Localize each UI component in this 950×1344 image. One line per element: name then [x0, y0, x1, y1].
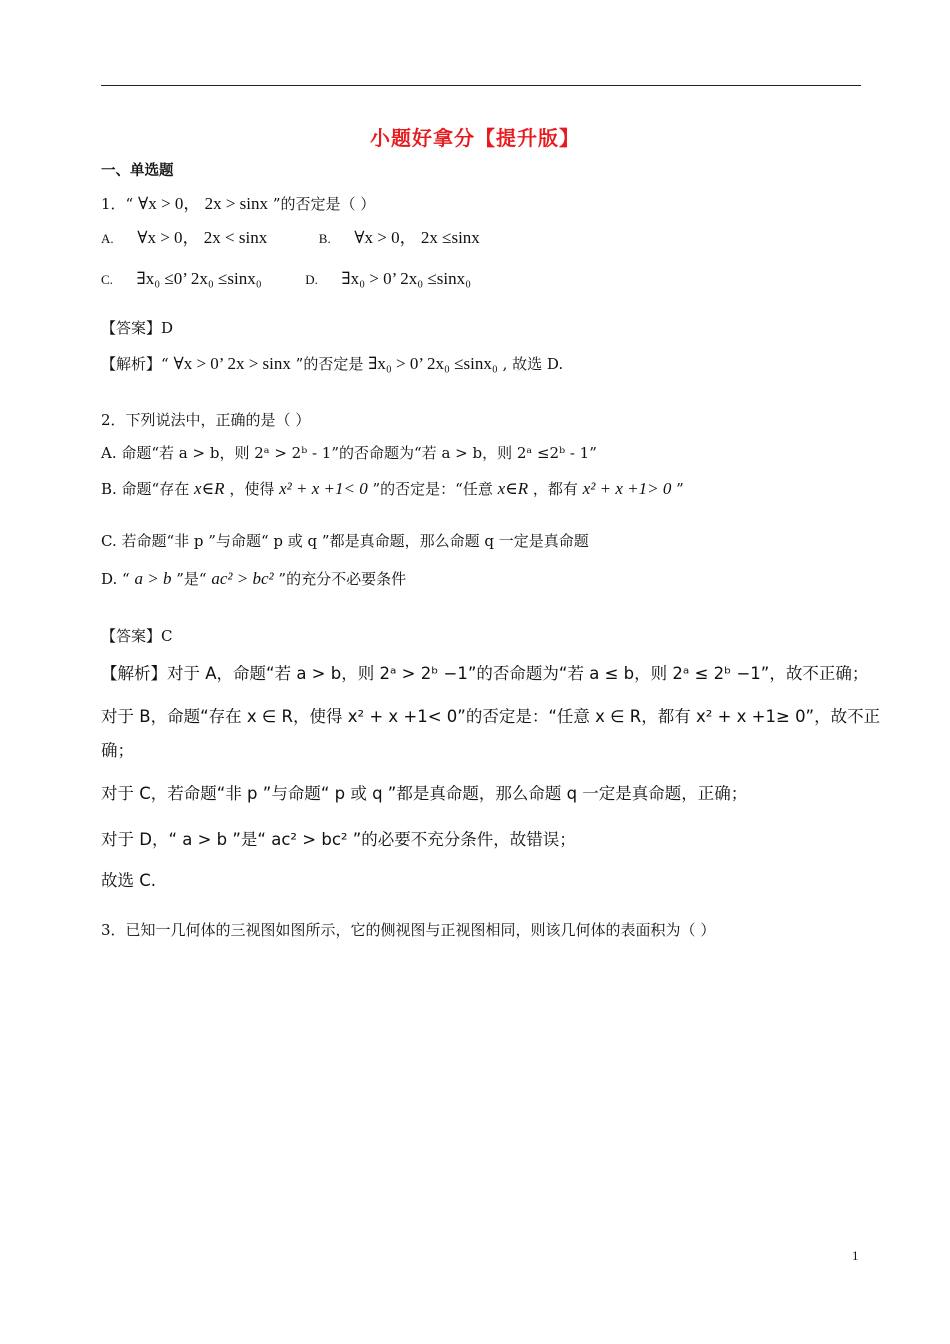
page-title: 小题好拿分【提升版】: [370, 126, 580, 150]
q1-option-d-math: ∃x₀ > 0’ 2x₀ ≤sinx₀: [341, 269, 472, 288]
q2-option-d-end: ”的充分不必要条件: [278, 570, 407, 588]
q2-option-b-mid-3: ，都有: [532, 480, 578, 498]
q1-analysis-mid: ”的否定是: [295, 355, 364, 373]
q2-option-b-math-3: x∈R: [497, 479, 529, 498]
q1-option-b-math: ∀x > 0， 2x ≤sinx: [354, 228, 480, 247]
q1-option-c-math: ∃x₀ ≤0’ 2x₀ ≤sinx₀: [136, 269, 262, 288]
q1-stem-suffix: ”的否定是（ ）: [272, 195, 376, 213]
q1-analysis: [101, 353, 563, 375]
q1-analysis-end: , 故选 D.: [502, 355, 564, 373]
q2-option-b-end: ”: [676, 480, 684, 498]
q2-option-a: A. 命题“若 a > b，则 2ᵃ > 2ᵇ - 1”的否命题为“若 a > b，则 2ᵃ ≤2ᵇ - 1”: [101, 444, 597, 462]
q2-option-b-pre: B. 命题“存在: [101, 480, 190, 498]
q2-answer: 【答案】C: [101, 627, 173, 645]
q2-option-d-pre: D. “: [101, 570, 130, 588]
q1-option-c-label: C.: [101, 272, 113, 287]
q1-option-b-label: B.: [318, 231, 331, 246]
q3-stem: 3．已知一几何体的三视图如图所示，它的侧视图与正视图相同，则该几何体的表面积为（ ）: [101, 921, 716, 939]
q2-analysis-line-1: 【解析】对于 A，命题“若 a > b，则 2ᵃ > 2ᵇ −1”的否命题为“若 a ≤ b，则 2ᵃ ≤ 2ᵇ −1”，故不正确；: [101, 664, 869, 683]
q2-option-b-math-4: x² + x +1> 0: [582, 479, 672, 498]
q2-option-d: [101, 568, 406, 590]
q2-option-b-mid: ，使得: [229, 480, 275, 498]
q2-option-c: C. 若命题“非 p ”与命题“ p 或 q ”都是真命题，那么命题 q 一定是真命题: [101, 532, 589, 550]
q1-options-ab: [101, 227, 480, 250]
q1-options-cd: [101, 268, 471, 291]
q2-option-b: [101, 478, 684, 500]
page-number: 1: [852, 1248, 859, 1263]
q2-analysis-line-4: 对于 C，若命题“非 p ”与命题“ p 或 q ”都是真命题，那么命题 q 一定是真命题，正确；: [101, 784, 748, 803]
q2-analysis-line-2: 对于 B，命题“存在 x ∈ R，使得 x² + x +1< 0”的否定是：“任意 x ∈ R，都有 x² + x +1≥ 0”，故不正: [101, 707, 881, 726]
q1-option-a-label: A.: [101, 231, 114, 246]
q2-analysis-line-3: 确；: [101, 741, 134, 760]
q1-analysis-tag: 【解析】“: [101, 355, 169, 373]
q2-option-b-math-2: x² + x +1< 0: [279, 479, 368, 498]
q2-analysis-line-6: 故选 C.: [101, 871, 157, 890]
q1-stem-prefix: 1．“: [101, 195, 134, 213]
q2-option-b-mid-2: ”的否定是：“任意: [372, 480, 493, 498]
q1-option-a-math: ∀x > 0， 2x < sinx: [137, 228, 268, 247]
q2-option-d-math-2: ac² > bc²: [211, 569, 274, 588]
q2-option-d-math-1: a > b: [134, 569, 172, 588]
q1-analysis-math-2: ∃x₀ > 0’ 2x₀ ≤sinx₀: [368, 354, 498, 373]
q1-answer: 【答案】D: [101, 319, 174, 337]
q2-stem: 2．下列说法中，正确的是（ ）: [101, 411, 311, 429]
q1-option-d-label: D.: [305, 272, 318, 287]
section-heading: 一、单选题: [101, 163, 174, 179]
q1-analysis-math-1: ∀x > 0’ 2x > sinx: [173, 354, 291, 373]
q2-analysis-line-5: 对于 D，“ a > b ”是“ ac² > bc² ”的必要不充分条件，故错误；: [101, 830, 576, 849]
header-rule: [101, 85, 861, 86]
q1-stem: [101, 193, 375, 215]
q1-stem-math: ∀x > 0， 2x > sinx: [138, 194, 269, 213]
q2-option-b-math-1: x∈R: [194, 479, 225, 498]
q2-option-d-mid: ”是“: [176, 570, 207, 588]
